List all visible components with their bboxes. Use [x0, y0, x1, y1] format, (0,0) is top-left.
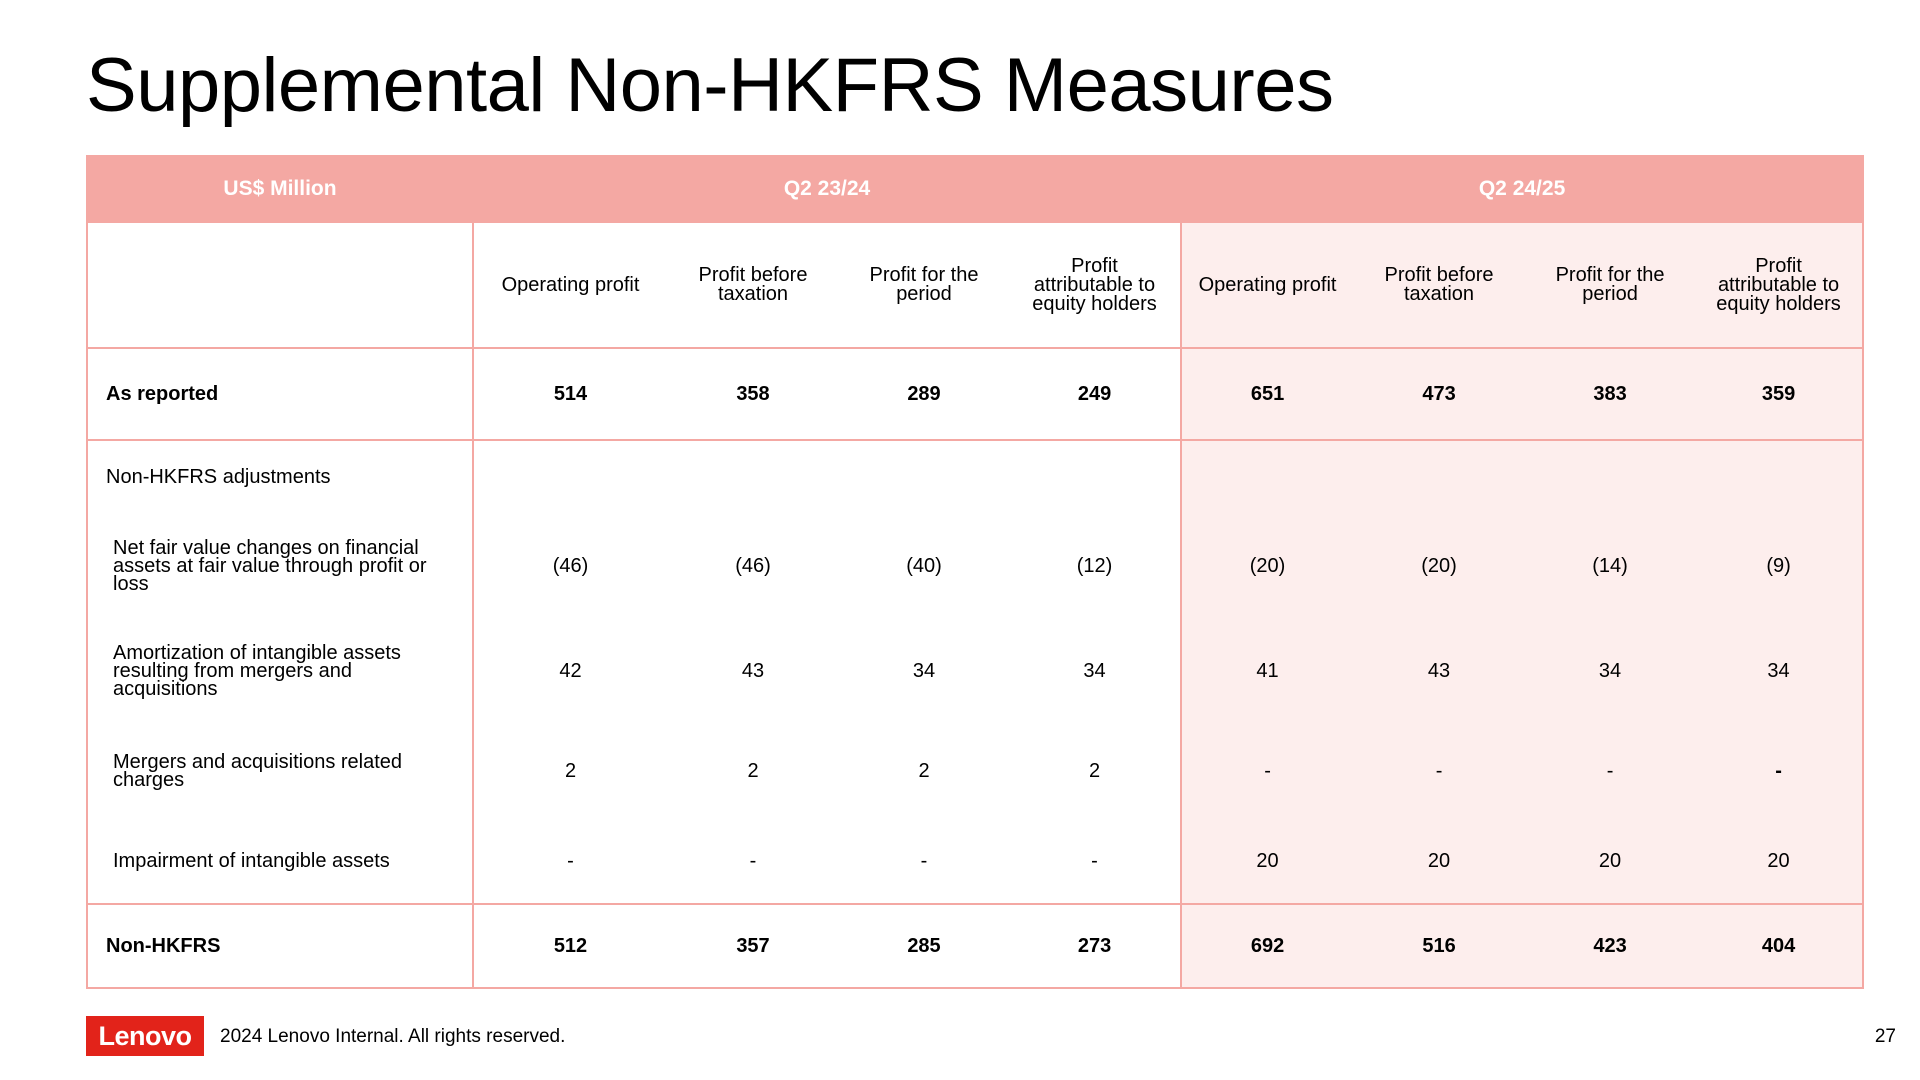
row-label: As reported: [87, 348, 473, 440]
page-title: Supplemental Non-HKFRS Measures: [86, 43, 1334, 128]
cell-value: 383: [1525, 348, 1695, 440]
cell-value: 273: [1009, 904, 1181, 988]
row-label: Mergers and acquisitions related charges: [87, 723, 473, 819]
cell-value: 43: [741, 659, 765, 682]
page-number: 27: [1874, 1026, 1896, 1047]
table-row-ma-charges: [87, 723, 1863, 819]
table-row-amortization: [87, 619, 1863, 723]
col-header: Profit attributable to equity holders: [1695, 223, 1863, 348]
cell-value: 357: [667, 904, 839, 988]
cell-value: 41: [1181, 619, 1353, 723]
cell-value: 20: [1181, 819, 1353, 904]
row-label: Non-HKFRS: [87, 904, 473, 988]
cell-value: (20): [1353, 513, 1525, 619]
cell-value: 34: [912, 659, 936, 682]
table-row-non-hkfrs: [87, 904, 1863, 988]
col-header: Profit before taxation: [1353, 223, 1525, 348]
cell-value: 2: [918, 759, 930, 782]
col-header: Operating profit: [501, 273, 640, 296]
table-row-fair-value: [87, 513, 1863, 619]
lenovo-logo: Lenovo: [86, 1016, 204, 1056]
table-header-row: [87, 155, 1863, 223]
cell-value: (46): [552, 554, 589, 577]
cell-value: 651: [1181, 348, 1353, 440]
copyright-text: 2024 Lenovo Internal. All rights reserved.: [220, 1026, 566, 1047]
cell-value: -: [1091, 849, 1098, 872]
cell-value: 358: [667, 348, 839, 440]
row-label: Non-HKFRS adjustments: [87, 440, 473, 513]
table-row-adjustments-label: [87, 440, 1863, 513]
cell-value: -: [749, 849, 757, 872]
cell-value: (46): [735, 554, 771, 577]
cell-value: 34: [1525, 619, 1695, 723]
column-header-row: [87, 223, 1863, 348]
cell-value: 34: [1083, 659, 1106, 682]
cell-value: 516: [1353, 904, 1525, 988]
cell-value: 43: [1353, 619, 1525, 723]
cell-value: 514: [473, 348, 667, 440]
cell-value: 249: [1009, 348, 1181, 440]
unit-header: US$ Million: [87, 155, 473, 223]
cell-value: 20: [1525, 819, 1695, 904]
empty-header-cell: [87, 223, 473, 348]
col-header: Profit for the period: [1525, 223, 1695, 348]
cell-value: 359: [1695, 348, 1863, 440]
period-header-q2-2324: Q2 23/24: [473, 155, 1181, 223]
period-header-q2-2425: Q2 24/25: [1181, 155, 1863, 223]
cell-value: 2: [1088, 759, 1101, 782]
cell-value: 404: [1695, 904, 1863, 988]
col-header: Profit attributable to equity holders: [1032, 254, 1157, 315]
cell-value: -: [1353, 723, 1525, 819]
cell-value: 285: [839, 904, 1009, 988]
cell-value: -: [920, 849, 928, 872]
cell-value: (40): [906, 554, 942, 577]
cell-value: -: [1181, 723, 1353, 819]
cell-value: 20: [1353, 819, 1525, 904]
cell-value: -: [567, 849, 574, 872]
table-row-impairment: [87, 819, 1863, 904]
row-label: Impairment of intangible assets: [87, 819, 473, 904]
cell-value: 34: [1695, 619, 1863, 723]
cell-value: -: [1695, 723, 1863, 819]
cell-value: 2: [747, 759, 759, 782]
row-label: Amortization of intangible assets resulting from mergers and acquisitions: [87, 619, 473, 723]
cell-value: (20): [1181, 513, 1353, 619]
cell-value: (12): [1076, 554, 1113, 577]
cell-value: (9): [1695, 513, 1863, 619]
cell-value: 692: [1181, 904, 1353, 988]
cell-value: 2: [564, 759, 577, 782]
cell-value: 512: [473, 904, 667, 988]
cell-value: 20: [1695, 819, 1863, 904]
cell-value: (14): [1525, 513, 1695, 619]
cell-value: 289: [839, 348, 1009, 440]
col-header: Operating profit: [1181, 223, 1353, 348]
col-header: Profit for the period: [869, 264, 979, 305]
non-hkfrs-table: [86, 155, 1864, 989]
row-label: Net fair value changes on financial assets at fair value through profit or loss: [87, 513, 473, 619]
col-header: Profit before taxation: [698, 264, 808, 305]
cell-value: 42: [559, 659, 582, 682]
cell-value: 423: [1525, 904, 1695, 988]
cell-value: 473: [1353, 348, 1525, 440]
cell-value: -: [1525, 723, 1695, 819]
table-row-as-reported: [87, 348, 1863, 440]
